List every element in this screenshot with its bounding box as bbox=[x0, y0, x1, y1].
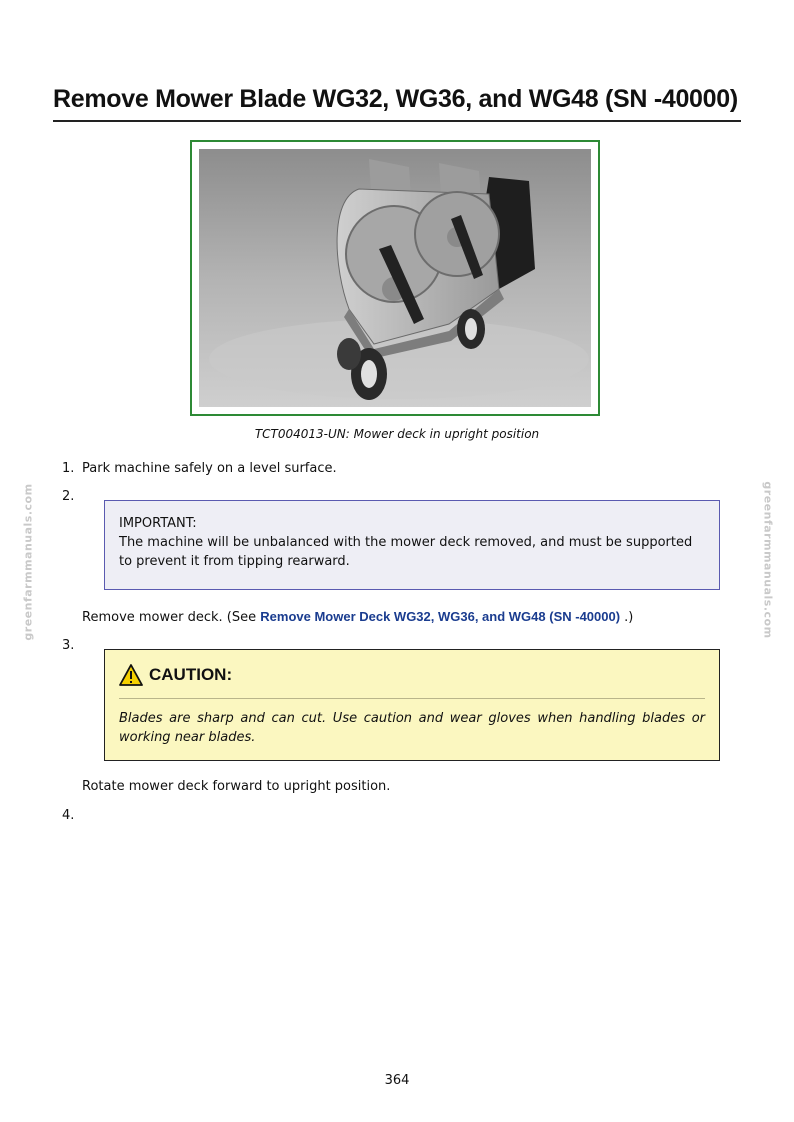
step-number: 3. bbox=[62, 638, 75, 653]
important-notice bbox=[104, 500, 720, 590]
figure-caption: TCT004013-UN: Mower deck in upright position bbox=[254, 427, 540, 441]
watermark-right: greenfarmmanuals.com bbox=[761, 481, 775, 639]
important-label: IMPORTANT: bbox=[119, 516, 197, 531]
caution-text: Blades are sharp and can cut. Use caution and wear gloves when handling blades or working near blades. bbox=[119, 711, 705, 745]
step-text: Park machine safely on a level surface. bbox=[82, 461, 337, 476]
important-text: The machine will be unbalanced with the mower deck removed, and must be supported to prevent it from tipping rearward. bbox=[119, 535, 693, 569]
step-3-action: Rotate mower deck forward to upright position. bbox=[82, 779, 391, 794]
mower-deck-photo bbox=[199, 149, 591, 407]
step-2-action bbox=[82, 609, 633, 625]
watermark-left: greenfarmmanuals.com bbox=[21, 483, 35, 641]
caution-label: CAUTION: bbox=[149, 665, 233, 684]
step-2-action-suffix: .) bbox=[620, 610, 634, 625]
step-2-action-prefix: Remove mower deck. (See bbox=[82, 610, 261, 625]
warning-triangle-icon bbox=[119, 664, 143, 686]
page-number: 364 bbox=[384, 1073, 410, 1088]
remove-mower-deck-link[interactable]: Remove Mower Deck WG32, WG36, and WG48 (SN -40000) bbox=[260, 609, 621, 624]
step-number: 1. bbox=[62, 461, 75, 476]
step-number: 2. bbox=[62, 489, 75, 504]
caution-notice bbox=[104, 649, 720, 761]
caution-header bbox=[119, 660, 705, 699]
mower-deck-figure bbox=[190, 140, 600, 416]
page-title: Remove Mower Blade WG32, WG36, and WG48 (SN -40000) bbox=[53, 85, 741, 122]
step-number: 4. bbox=[62, 808, 75, 823]
